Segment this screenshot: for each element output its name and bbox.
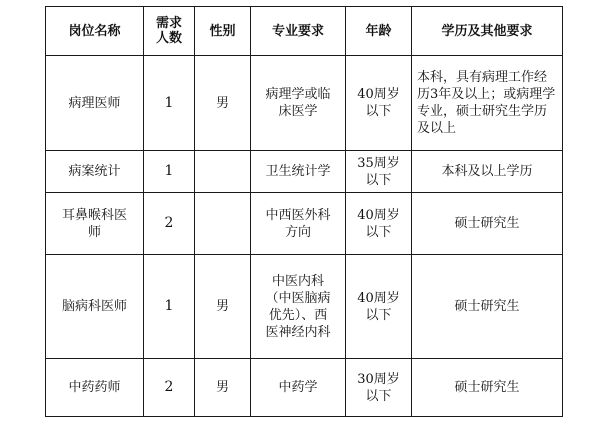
age-cell: 30周岁以下 [346, 359, 412, 417]
major-cell: 病理学或临床医学 [251, 56, 346, 151]
gender-cell [195, 193, 251, 255]
position-cell: 病理医师 [46, 56, 144, 151]
age-cell: 40周岁以下 [346, 255, 412, 359]
education-cell: 本科及以上学历 [412, 151, 563, 193]
gender-cell: 男 [195, 255, 251, 359]
header-row [46, 7, 563, 56]
major-cell: 中医内科（中医脑病优先）、西医神经内科 [251, 255, 346, 359]
position-cell: 脑病科医师 [46, 255, 144, 359]
position-cell: 耳鼻喉科医师 [46, 193, 144, 255]
age-cell: 35周岁以下 [346, 151, 412, 193]
gender-cell: 男 [195, 359, 251, 417]
count-cell: 2 [144, 359, 195, 417]
gender-cell [195, 151, 251, 193]
recruitment-table [45, 6, 563, 417]
education-cell: 本科，具有病理工作经历3年及以上；或病理学专业，硕士研究生学历及以上 [412, 56, 563, 151]
age-cell: 40周岁以下 [346, 193, 412, 255]
position-cell: 病案统计 [46, 151, 144, 193]
major-cell: 中药学 [251, 359, 346, 417]
major-cell: 中西医外科方向 [251, 193, 346, 255]
header-age: 年龄 [346, 7, 412, 56]
age-cell: 40周岁以下 [346, 56, 412, 151]
table-row [46, 255, 563, 359]
count-cell: 1 [144, 255, 195, 359]
education-cell: 硕士研究生 [412, 255, 563, 359]
table-row [46, 151, 563, 193]
count-cell: 2 [144, 193, 195, 255]
education-cell: 硕士研究生 [412, 359, 563, 417]
gender-cell: 男 [195, 56, 251, 151]
position-cell: 中药药师 [46, 359, 144, 417]
header-gender: 性别 [195, 7, 251, 56]
header-education: 学历及其他要求 [412, 7, 563, 56]
table-row [46, 359, 563, 417]
table-row [46, 193, 563, 255]
header-count: 需求人数 [144, 7, 195, 56]
table-row [46, 56, 563, 151]
count-cell: 1 [144, 56, 195, 151]
recruitment-table-container [45, 6, 563, 417]
header-position: 岗位名称 [46, 7, 144, 56]
count-cell: 1 [144, 151, 195, 193]
education-cell: 硕士研究生 [412, 193, 563, 255]
header-major: 专业要求 [251, 7, 346, 56]
major-cell: 卫生统计学 [251, 151, 346, 193]
